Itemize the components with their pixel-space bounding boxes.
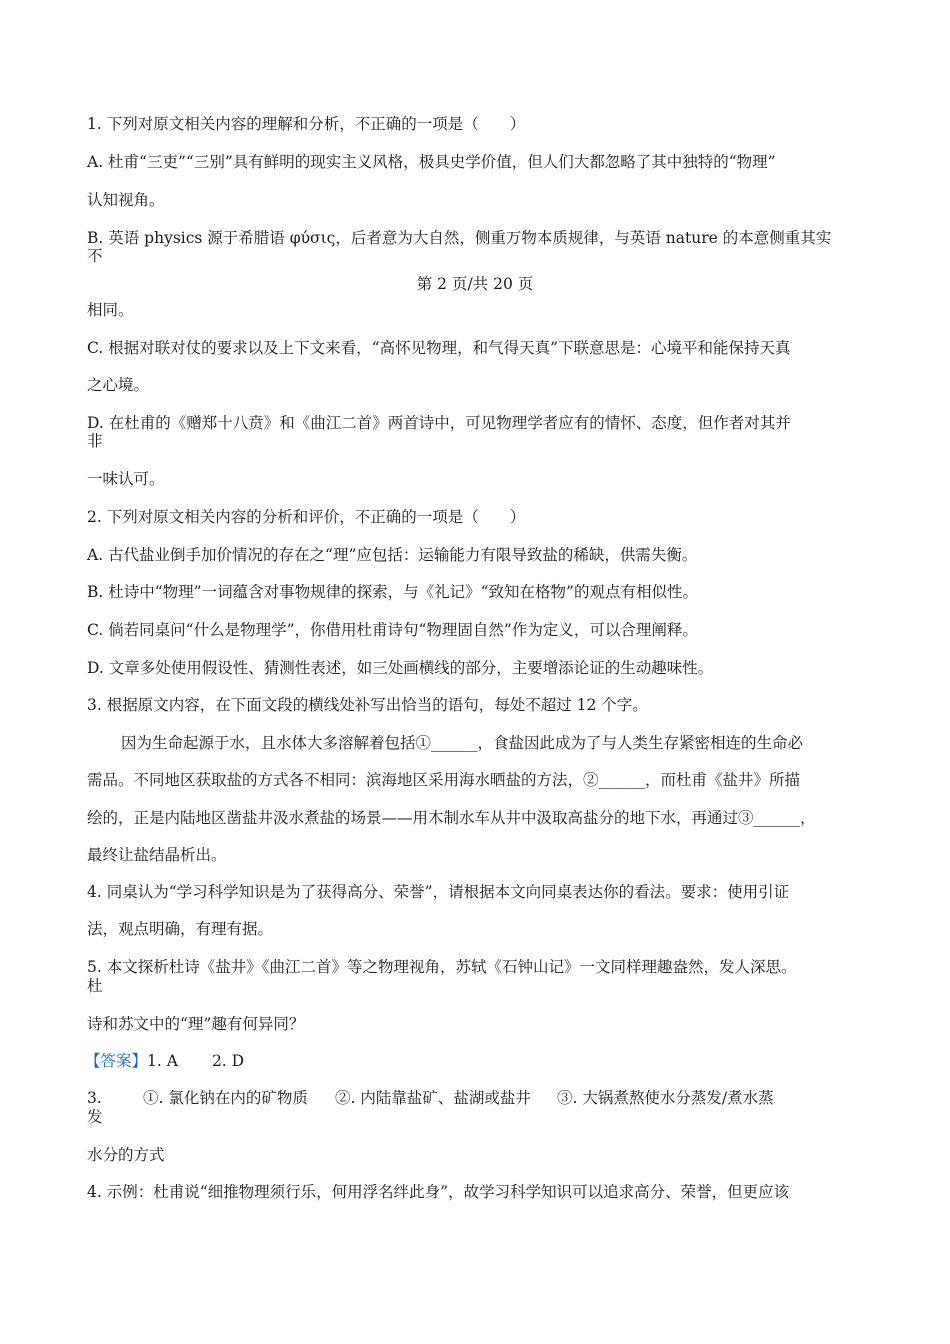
question-4-stem: 4. 同桌认为“学习科学知识是为了获得高分、荣誉”，请根据本文向同桌表达你的看法。要求：使用引证 bbox=[87, 883, 790, 901]
answer-line-1 bbox=[85, 1051, 244, 1071]
q2-option-c: C. 倘若同桌问“什么是物理学”，你借用杜甫诗句“物理固自然”作为定义，可以合理阐释。 bbox=[87, 621, 698, 639]
q1-option-d: D. 在杜甫的《赠郑十八贲》和《曲江二首》两首诗中，可见物理学者应有的情怀、态度，但作者对其并 bbox=[87, 414, 791, 432]
question-5-stem: 5. 本文探析杜诗《盐井》《曲江二首》等之物理视角，苏轼《石钟山记》一文同样理趣盎然，发人深思。 bbox=[87, 958, 797, 976]
q1-option-a-cont: 认知视角。 bbox=[87, 191, 165, 209]
q2-option-d: D. 文章多处使用假设性、猜测性表述，如三处画横线的部分，主要增添论证的生动趣味性。 bbox=[87, 659, 714, 677]
question-1-stem: 1. 下列对原文相关内容的理解和分析，不正确的一项是（ ） bbox=[87, 115, 526, 133]
answer-q3-item-2: ②. 内陆靠盐矿、盐湖或盐井 bbox=[335, 1089, 531, 1107]
q1-option-c-cont: 之心境。 bbox=[87, 376, 150, 394]
question-2-stem: 2. 下列对原文相关内容的分析和评价，不正确的一项是（ ） bbox=[87, 508, 526, 526]
answer-tag: 【答案】 bbox=[85, 1052, 148, 1070]
q1-option-d-cont: 一味认可。 bbox=[87, 470, 165, 488]
q2-option-a: A. 古代盐业倒手加价情况的存在之“理”应包括：运输能力有限导致盐的稀缺，供需失衡。 bbox=[87, 546, 698, 564]
question-3-stem: 3. 根据原文内容，在下面文段的横线处补写出恰当的语句，每处不超过 12 个字。 bbox=[87, 696, 648, 714]
q1-option-b-wrap: 不 bbox=[87, 247, 103, 265]
answer-q4: 4. 示例：杜甫说“细推物理须行乐，何用浮名绊此身”，故学习科学知识可以追求高分、荣誉，但更应该 bbox=[87, 1183, 790, 1201]
q1-option-b-cont: 相同。 bbox=[87, 301, 134, 319]
page-footer: 第 2 页/共 20 页 bbox=[416, 275, 534, 293]
answer-q3-line bbox=[87, 1088, 774, 1108]
answer-q3-number: 3. bbox=[87, 1089, 102, 1107]
answer-q3-cont: 水分的方式 bbox=[87, 1146, 165, 1164]
answer-q2: 2. D bbox=[211, 1052, 245, 1070]
question-4-stem-cont: 法，观点明确，有理有据。 bbox=[87, 920, 274, 938]
q2-option-b: B. 杜诗中“物理”一词蕴含对事物规律的探索，与《礼记》“致知在格物”的观点有相似性。 bbox=[87, 583, 698, 601]
question-5-stem-cont: 诗和苏文中的“理”趣有何异同？ bbox=[87, 1015, 305, 1033]
q3-passage-line-3: 绘的，正是内陆地区凿盐井汲水煮盐的场景——用木制水车从井中汲取高盐分的地下水，再通过③______， bbox=[87, 809, 816, 827]
q1-option-d-wrap: 非 bbox=[87, 432, 103, 450]
question-5-wrap: 杜 bbox=[87, 977, 103, 995]
q1-option-a: A. 杜甫“三吏”“三别”具有鲜明的现实主义风格，极具史学价值，但人们大都忽略了其中独特的“物理” bbox=[87, 153, 776, 171]
answer-q3-wrap: 发 bbox=[87, 1108, 103, 1126]
q1-option-b: B. 英语 physics 源于希腊语 φύσις，后者意为大自然，侧重万物本质规律，与英语 nature 的本意侧重其实 bbox=[87, 229, 832, 247]
answer-q3-item-1: ①. 氯化钠在内的矿物质 bbox=[143, 1089, 308, 1107]
q3-passage-line-4: 最终让盐结晶析出。 bbox=[87, 846, 227, 864]
q3-passage-line-1: 因为生命起源于水，且水体大多溶解着包括①______，食盐因此成为了与人类生存紧密相连的生命必 bbox=[121, 734, 804, 752]
q3-passage-line-2: 需品。不同地区获取盐的方式各不相同：滨海地区采用海水晒盐的方法，②______，而杜甫《盐井》所描 bbox=[87, 771, 801, 789]
answer-q3-item-3: ③. 大锅煮熬使水分蒸发/煮水蒸 bbox=[557, 1089, 774, 1107]
answer-q1: 1. A bbox=[147, 1052, 178, 1070]
q1-option-c: C. 根据对联对仗的要求以及上下文来看，“高怀见物理，和气得天真”下联意思是：心境平和能保持天真 bbox=[87, 339, 791, 357]
